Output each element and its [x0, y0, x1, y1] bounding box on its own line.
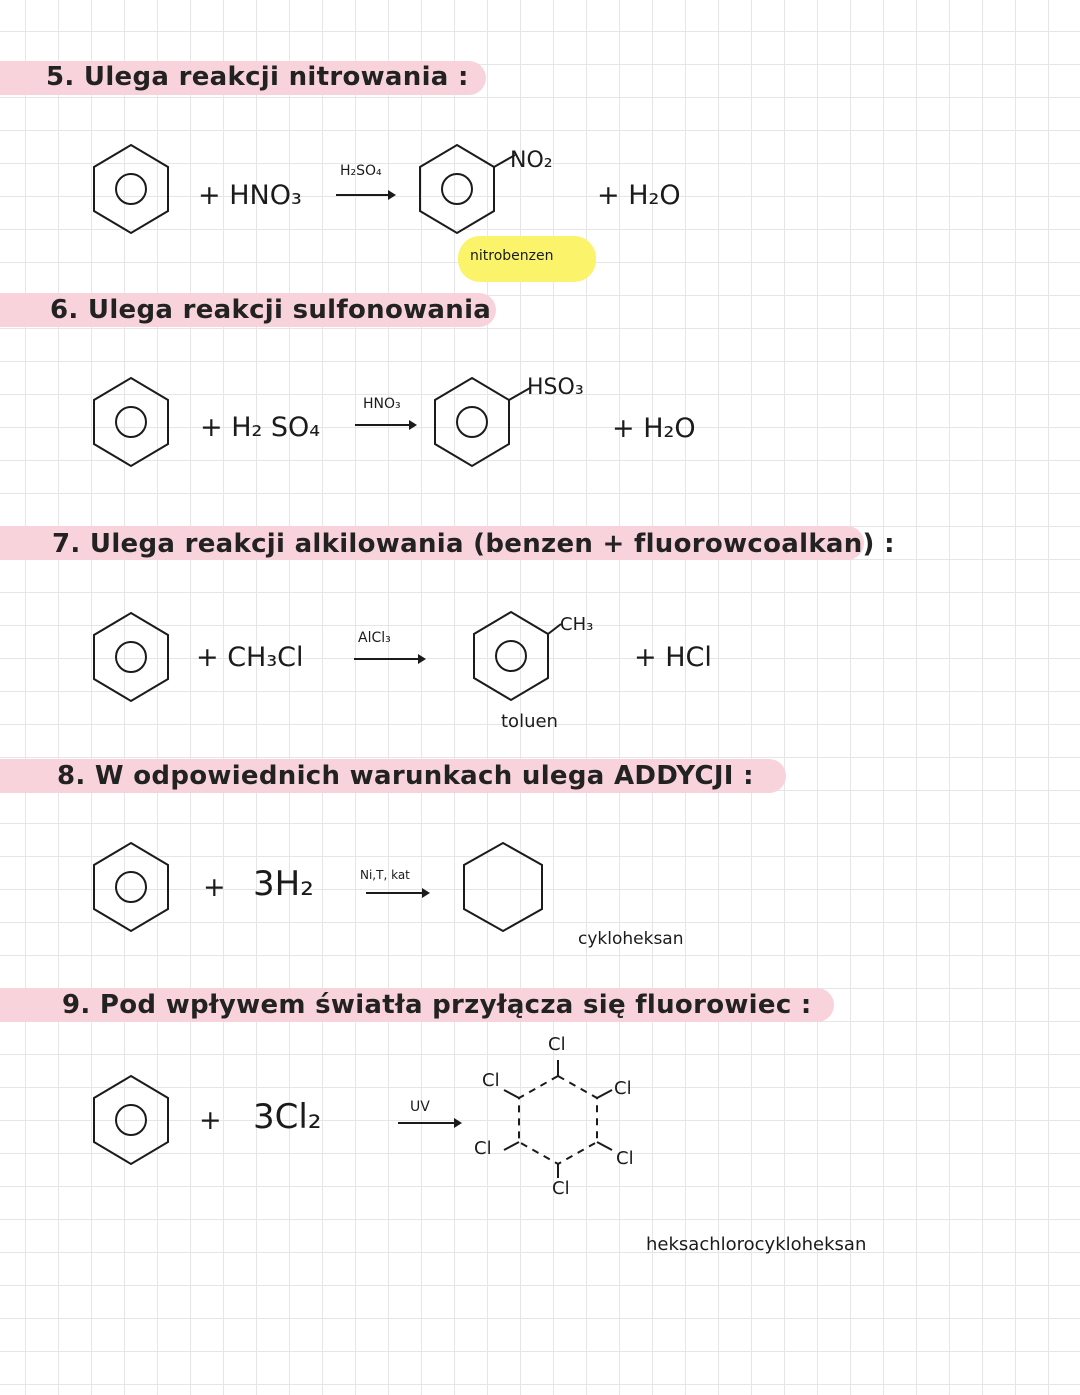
heading-sulfonation: 6. Ulega reakcji sulfonowania — [50, 295, 492, 325]
plus-sign: + — [203, 872, 226, 903]
benzene-ring-icon — [91, 143, 171, 235]
catalyst-uv: UV — [410, 1099, 430, 1115]
hexachlorocyclohexane-ring-icon — [460, 1040, 660, 1200]
reaction-arrow-icon — [354, 653, 426, 665]
reagent-h2so4: + H₂ SO₄ — [200, 412, 321, 443]
substituent-cl-lower-right: Cl — [616, 1148, 634, 1169]
heading-nitration: 5. Ulega reakcji nitrowania : — [46, 62, 469, 92]
substituent-cl-lower-left: Cl — [474, 1138, 492, 1159]
reagent-ch3cl: + CH₃Cl — [196, 642, 304, 673]
label-cykloheksan: cykloheksan — [578, 929, 684, 949]
heading-halogenation: 9. Pod wpływem światła przyłącza się fluorowiec : — [62, 990, 812, 1020]
reaction-arrow-icon — [398, 1117, 462, 1129]
reagent-hno3: + HNO₃ — [198, 180, 302, 211]
catalyst-hno3: HNO₃ — [363, 396, 401, 412]
catalyst-alcl3: AlCl₃ — [358, 630, 391, 646]
label-heksachlorocykloheksan: heksachlorocykloheksan — [646, 1234, 867, 1255]
cyclohexane-ring-icon — [461, 841, 545, 933]
byproduct-h2o: + H₂O — [597, 180, 681, 211]
heading-addition: 8. W odpowiednich warunkach ulega ADDYCJI : — [57, 761, 754, 791]
reaction-arrow-icon — [366, 887, 430, 899]
reagent-3cl2: 3Cl₂ — [253, 1097, 322, 1137]
substituent-cl-bottom: Cl — [552, 1178, 570, 1199]
substituent-cl-top: Cl — [548, 1034, 566, 1055]
reaction-arrow-icon — [355, 419, 417, 431]
benzene-ring-icon — [91, 611, 171, 703]
reaction-arrow-icon — [336, 189, 396, 201]
catalyst-ni-t-kat: Ni,T, kat — [360, 868, 410, 882]
byproduct-h2o: + H₂O — [612, 413, 696, 444]
plus-sign: + — [199, 1105, 222, 1136]
label-toluen: toluen — [501, 711, 558, 732]
label-nitrobenzen: nitrobenzen — [470, 248, 554, 264]
substituent-cl-upper-left: Cl — [482, 1070, 500, 1091]
substituent-hso3: HSO₃ — [527, 375, 584, 400]
reagent-3h2: 3H₂ — [253, 864, 314, 904]
substituent-no2: NO₂ — [510, 148, 553, 173]
substituent-ch3: CH₃ — [560, 614, 594, 635]
substituent-cl-upper-right: Cl — [614, 1078, 632, 1099]
byproduct-hcl: + HCl — [634, 642, 712, 673]
benzene-ring-icon — [91, 841, 171, 933]
heading-alkylation: 7. Ulega reakcji alkilowania (benzen + fluorowcoalkan) : — [52, 529, 895, 559]
benzene-ring-icon — [91, 376, 171, 468]
benzene-ring-icon — [91, 1074, 171, 1166]
catalyst-h2so4: H₂SO₄ — [340, 163, 382, 179]
